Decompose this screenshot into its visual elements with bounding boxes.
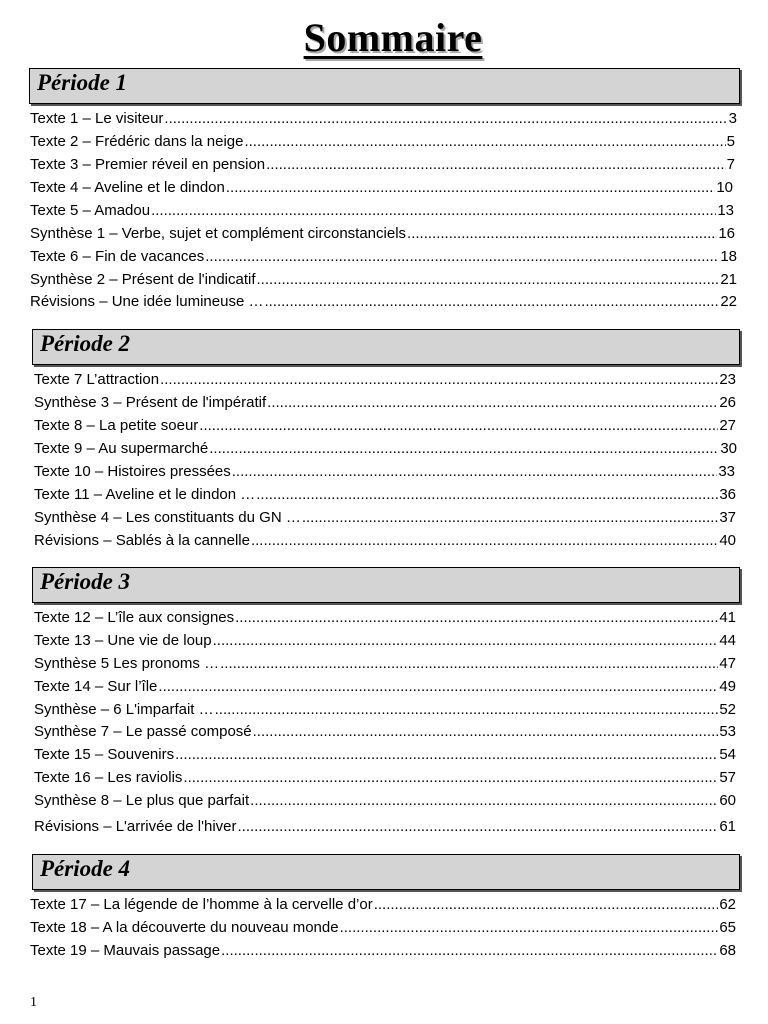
toc-entry-page: 18 (720, 248, 737, 265)
dot-leader (158, 676, 718, 698)
toc-entry-page: 37 (719, 509, 736, 526)
toc-entry-label: Texte 18 – A la découverte du nouveau monde (30, 919, 339, 936)
dot-leader (256, 484, 718, 506)
period-1-header (29, 68, 740, 104)
toc-entry[interactable] (34, 790, 736, 812)
period-3-header (32, 567, 740, 603)
page-title: Sommaire (303, 15, 483, 60)
toc-entry-page: 13 (717, 202, 734, 219)
page-number: 1 (30, 995, 37, 1010)
toc-entry-label: Texte 4 – Aveline et le dindon (30, 179, 225, 196)
toc-entry-label: Synthèse 1 – Verbe, sujet et complément circonstanciels (30, 225, 407, 242)
toc-entry[interactable] (30, 917, 736, 939)
toc-entry-page: 47 (719, 655, 736, 672)
dot-leader (175, 744, 718, 766)
dot-leader (340, 917, 719, 939)
toc-entry-label: Texte 3 – Premier réveil en pension (30, 156, 266, 173)
dot-leader (151, 200, 716, 222)
dot-leader (235, 607, 718, 629)
toc-entry[interactable] (30, 223, 735, 245)
toc-entry[interactable] (30, 200, 734, 222)
dot-leader (221, 940, 718, 962)
toc-entry-label: Texte 15 – Souvenirs (34, 746, 175, 763)
toc-entry-label: Texte 10 – Histoires pressées (34, 463, 231, 480)
dot-leader (267, 392, 718, 414)
toc-entry-page: 16 (718, 225, 735, 242)
toc-entry-label: Texte 17 – La légende de l’homme à la cervelle d’or (30, 896, 373, 913)
toc-entry[interactable] (34, 607, 736, 629)
toc-entry-label: Texte 2 – Frédéric dans la neige (30, 133, 244, 150)
toc-entry-label: Texte 6 – Fin de vacances (30, 248, 205, 265)
period-4-header (32, 854, 740, 890)
toc-entry[interactable] (34, 816, 736, 838)
dot-leader (374, 894, 719, 916)
period-2-header (32, 329, 740, 365)
toc-entry-page: 41 (719, 609, 736, 626)
dot-leader (209, 438, 719, 460)
toc-entry-page: 68 (719, 942, 736, 959)
toc-entry-page: 54 (719, 746, 736, 763)
toc-entry-page: 10 (716, 179, 733, 196)
toc-entry[interactable] (34, 369, 736, 391)
toc-entry[interactable] (34, 767, 736, 789)
period-3-title: Période 3 (40, 569, 131, 594)
period-2-title: Période 2 (40, 331, 131, 356)
toc-entry[interactable] (30, 269, 737, 291)
dot-leader (199, 415, 718, 437)
toc-entry-label: Texte 5 – Amadou (30, 202, 151, 219)
toc-entry[interactable] (34, 484, 736, 506)
toc-entry-page: 26 (719, 394, 736, 411)
dot-leader (213, 630, 719, 652)
toc-entry-page: 23 (719, 371, 736, 388)
toc-entry-label: Synthèse 5 Les pronoms … (34, 655, 220, 672)
dot-leader (251, 530, 718, 552)
toc-entry-label: Synthèse 2 – Présent de l'indicatif (30, 271, 256, 288)
toc-entry[interactable] (34, 392, 736, 414)
toc-entry[interactable] (30, 108, 737, 130)
toc-entry-page: 33 (718, 463, 735, 480)
toc-entry-label: Texte 8 – La petite soeur (34, 417, 199, 434)
toc-entry[interactable] (30, 291, 737, 313)
toc-entry-page: 52 (719, 701, 736, 718)
dot-leader (238, 816, 719, 838)
toc-entry-page: 60 (719, 792, 736, 809)
toc-entry-label: Révisions – L'arrivée de l'hiver (34, 818, 237, 835)
toc-entry-page: 36 (719, 486, 736, 503)
toc-entry-label: Texte 16 – Les raviolis (34, 769, 183, 786)
toc-entry[interactable] (34, 744, 736, 766)
dot-leader (264, 291, 719, 313)
toc-entry-label: Texte 13 – Une vie de loup (34, 632, 212, 649)
dot-leader (205, 246, 719, 268)
toc-entry[interactable] (34, 507, 736, 529)
toc-entry-label: Texte 12 – L’île aux consignes (34, 609, 235, 626)
dot-leader (266, 154, 726, 176)
toc-entry-label: Synthèse 7 – Le passé composé (34, 723, 252, 740)
toc-entry[interactable] (34, 415, 736, 437)
toc-entry-label: Révisions – Sablés à la cannelle (34, 532, 250, 549)
toc-entry[interactable] (34, 699, 736, 721)
toc-entry-page: 5 (726, 133, 735, 150)
toc-entry-label: Synthèse 3 – Présent de l'impératif (34, 394, 267, 411)
toc-entry-label: Synthèse – 6 L'imparfait … (34, 701, 214, 718)
dot-leader (244, 131, 725, 153)
toc-entry-page: 62 (719, 896, 736, 913)
dot-leader (253, 721, 719, 743)
toc-entry[interactable] (34, 676, 736, 698)
period-1-title: Période 1 (37, 70, 128, 95)
dot-leader (302, 507, 718, 529)
dot-leader (407, 223, 717, 245)
toc-entry-page: 21 (720, 271, 737, 288)
toc-entry-page: 44 (719, 632, 736, 649)
toc-entry[interactable] (30, 131, 735, 153)
toc-entry-label: Texte 14 – Sur l’île (34, 678, 158, 695)
toc-entry-label: Synthèse 8 – Le plus que parfait (34, 792, 250, 809)
toc-entry-label: Texte 7 L’attraction (34, 371, 160, 388)
toc-entry-page: 40 (719, 532, 736, 549)
toc-entry-label: Texte 9 – Au supermarché (34, 440, 209, 457)
toc-entry[interactable] (34, 653, 736, 675)
toc-entry[interactable] (30, 154, 735, 176)
dot-leader (232, 461, 718, 483)
dot-leader (220, 653, 718, 675)
dot-leader (183, 767, 718, 789)
toc-entry-label: Révisions – Une idée lumineuse … (30, 293, 264, 310)
toc-entry[interactable] (30, 940, 736, 962)
toc-entry-label: Texte 1 – Le visiteur (30, 110, 164, 127)
toc-entry-page: 61 (719, 818, 736, 835)
dot-leader (250, 790, 718, 812)
toc-entry-label: Texte 11 – Aveline et le dindon … (34, 486, 256, 503)
dot-leader (215, 699, 719, 721)
toc-entry-page: 30 (720, 440, 737, 457)
dot-leader (160, 369, 718, 391)
toc-entry[interactable] (34, 438, 737, 460)
toc-entry-page: 27 (719, 417, 736, 434)
toc-entry-page: 3 (728, 110, 737, 127)
toc-entry[interactable] (34, 461, 735, 483)
toc-entry-page: 53 (719, 723, 736, 740)
toc-entry[interactable] (30, 177, 733, 199)
toc-entry-page: 65 (719, 919, 736, 936)
toc-entry-page: 49 (719, 678, 736, 695)
dot-leader (257, 269, 720, 291)
toc-entry-label: Synthèse 4 – Les constituants du GN … (34, 509, 301, 526)
dot-leader (226, 177, 715, 199)
toc-entry[interactable] (34, 721, 736, 743)
toc-entry-page: 57 (719, 769, 736, 786)
toc-entry-page: 7 (726, 156, 735, 173)
dot-leader (164, 108, 727, 130)
period-4-title: Période 4 (40, 856, 131, 881)
toc-entry[interactable] (34, 530, 736, 552)
toc-entry[interactable] (34, 630, 736, 652)
toc-entry-label: Texte 19 – Mauvais passage (30, 942, 221, 959)
toc-entry[interactable] (30, 894, 736, 916)
toc-entry-page: 22 (720, 293, 737, 310)
toc-entry[interactable] (30, 246, 737, 268)
